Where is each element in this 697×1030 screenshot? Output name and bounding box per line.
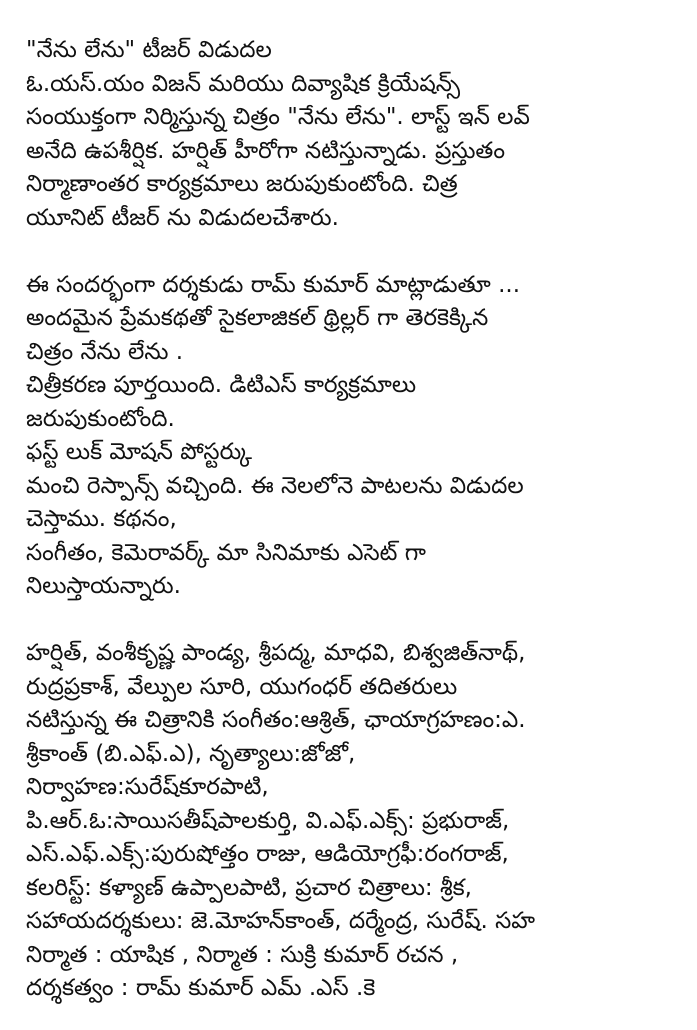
text-line: సహాయదర్శకులు: జె.మోహన్‌కాంత్, దర్మేంద్ర, సురేష్. సహ <box>26 908 536 934</box>
news-article <box>26 34 690 1006</box>
text-line: చిత్రం నేను లేను . <box>26 338 184 365</box>
paragraph-gap <box>26 604 690 638</box>
text-line: అనేది ఉపశీర్షిక. హర్షిత్ హీరోగా నటిస్తున్నాడు. ప్రస్తుతం <box>26 137 505 164</box>
text-line: రుద్రప్రకాశ్, వేల్పుల సూరి, యుగంధర్ తదితరులు <box>26 673 458 700</box>
text-line: నిలుస్తాయన్నారు. <box>26 573 181 599</box>
text-line: జరుపుకుంటోంది. <box>26 405 175 432</box>
text-line: దర్శకత్వం : రామ్ కుమార్ ఎమ్ .ఎస్ .కె <box>26 975 376 1001</box>
text-line: సంగీతం, కెమెరావర్క్ మా సినిమాకు ఎసెట్ గా <box>26 539 426 566</box>
paragraph-gap <box>26 235 690 269</box>
text-line: ఎస్.ఎఫ్.ఎక్స్:పురుషోత్తం రాజు, ఆడియోగ్రఫీ:రంగరాజ్, <box>26 841 509 867</box>
text-line: సంయుక్తంగా నిర్మిస్తున్న చిత్రం "నేను లేను". లాస్ట్ ఇన్ లవ్ <box>26 104 530 130</box>
article-title: "నేను లేను" టీజర్ విడుదల <box>26 37 272 63</box>
text-line: చిత్రీకరణ పూర్తయింది. డిటిఎస్ కార్యక్రమాలు <box>26 372 417 398</box>
text-line: నిర్మాణాంతర కార్యక్రమాలు జరుపుకుంటోంది. చిత్ర <box>26 171 458 197</box>
text-line: ఫస్ట్ లుక్ మోషన్ పోస్టర్కు <box>26 439 252 465</box>
text-line: ఈ సందర్భంగా దర్శకుడు రామ్ కుమార్ మాట్లాడుతూ ... <box>26 271 521 298</box>
text-line: చెస్తాము. కథనం, <box>26 506 177 532</box>
text-line: పి.ఆర్.ఓ:సాయిసతీష్‌పాలకుర్తి, వి.ఎఫ్.ఎక్స్: ప్రభురాజ్, <box>26 807 510 834</box>
text-line: నటిస్తున్న ఈ చిత్రానికి సంగీతం:ఆశ్రిత్, ఛాయాగ్రహణం:ఎ. <box>26 707 526 733</box>
text-line: నిర్మాత : యాషిక , నిర్మాత : సుక్రి కుమార్ రచన , <box>26 941 459 968</box>
text-line: శ్రీకాంత్ (బి.ఎఫ్.ఎ), నృత్యాలు:జోజో, <box>26 740 356 767</box>
text-line: ఓ.యస్.యం విజన్ మరియు దివ్యాషిక క్రియేషన్స్ <box>26 70 461 97</box>
paragraph-credits <box>26 637 690 1006</box>
text-line: అందమైన ప్రేమకథతో సైకలాజికల్ థ్రిల్లర్ గా తెరకెక్కిన <box>26 305 489 331</box>
text-line: యూనిట్ టీజర్ ను విడుదలచేశారు. <box>26 204 339 231</box>
text-line: నిర్వాహణ:సురేష్‌కూరపాటి, <box>26 774 269 800</box>
text-line: మంచి రెస్పాన్స్ వచ్చింది. ఈ నెలలోనె పాటలను విడుదల <box>26 472 524 499</box>
paragraph-director-quote <box>26 269 690 604</box>
paragraph-intro <box>26 34 690 235</box>
text-line: కలరిస్ట్: కళ్యాణ్ ఉప్పాలపాటి, ప్రచార చిత్రాలు: శ్రీక, <box>26 874 472 901</box>
text-line: హర్షిత్, వంశీకృష్ణ పాండ్య, శ్రీపద్మ, మాధవి, బిశ్వజిత్‌నాథ్, <box>26 640 526 666</box>
